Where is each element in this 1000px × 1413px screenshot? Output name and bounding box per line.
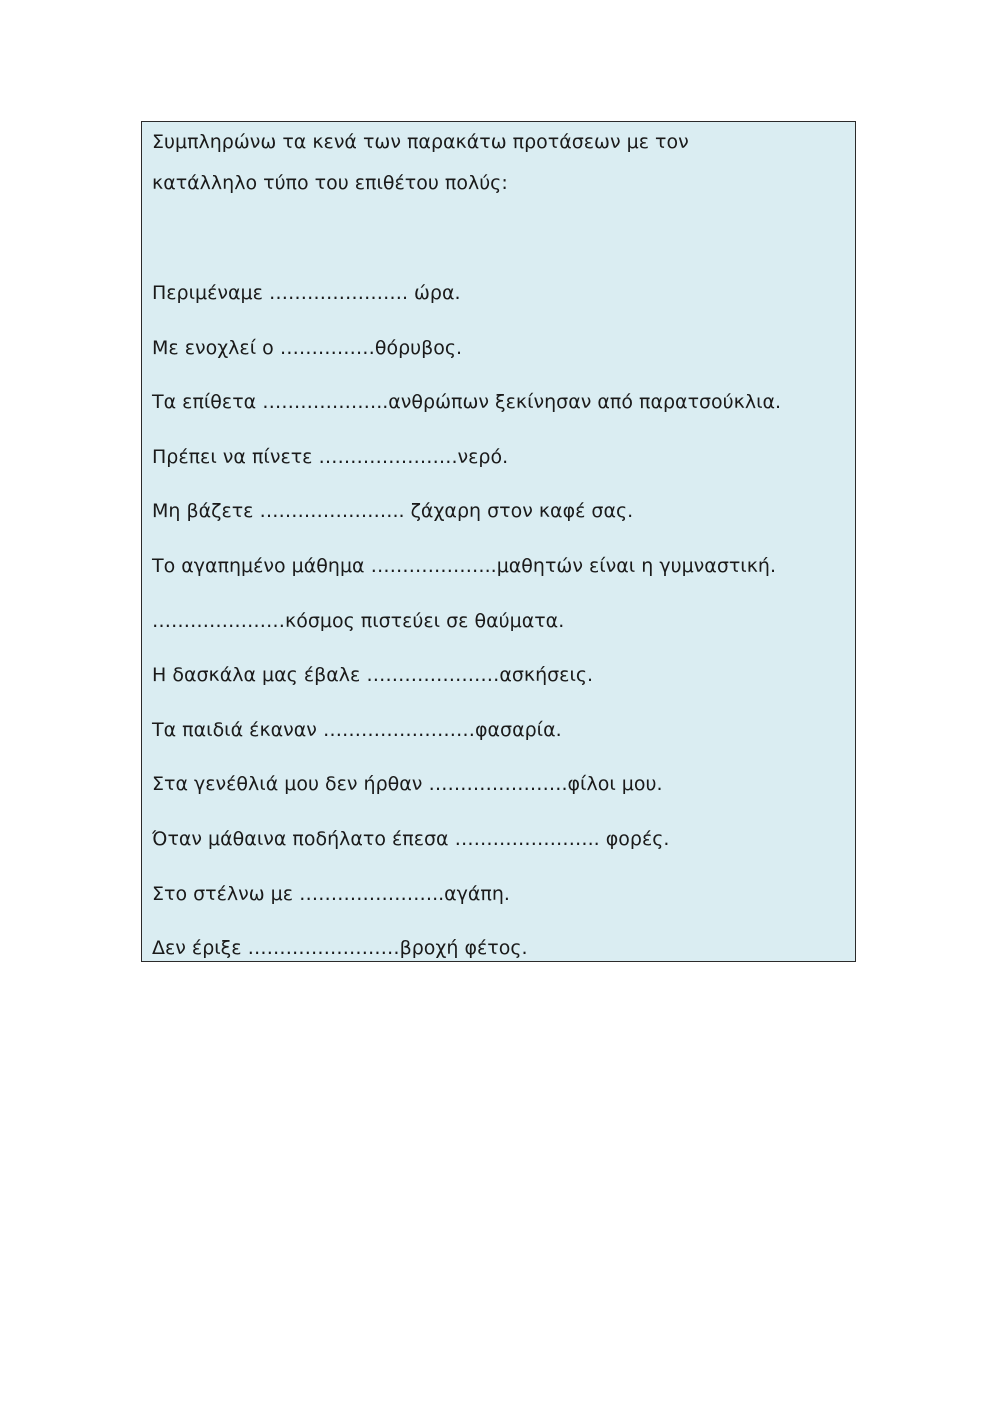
sentence-1: Περιμέναμε …………………. ώρα. [152,282,461,304]
exercise-instruction [152,122,842,204]
sentence-2: Με ενοχλεί ο ……………θόρυβος. [152,336,463,359]
sentence-10: Στα γενέθλιά μου δεν ήρθαν ………………….φίλοι μου. [152,773,663,796]
sentence-11: Όταν μάθαινα ποδήλατο έπεσα ………………….. φορές. [152,827,670,850]
sentence-list [152,266,852,976]
sentence-12: Στο στέλνω με …………………..αγάπη. [152,882,510,905]
instruction-line-1: Συμπληρώνω τα κενά των παρακάτω προτάσεων με τον [152,131,689,153]
sentence-9: Τα παιδιά έκαναν ……………………φασαρία. [152,718,562,741]
sentence-4: Πρέπει να πίνετε ………………….νερό. [152,445,509,468]
sentence-13: Δεν έριξε ……………………βροχή φέτος. [152,937,528,960]
exercise-box [141,121,856,962]
sentence-5: Μη βάζετε ………………….. ζάχαρη στον καφέ σας. [152,500,634,523]
sentence-8: Η δασκάλα μας έβαλε …………………ασκήσεις. [152,664,594,687]
instruction-line-2: κατάλληλο τύπο του επιθέτου πολύς: [152,172,508,194]
sentence-3: Τα επίθετα ………………..ανθρώπων ξεκίνησαν από παρατσούκλια. [152,391,782,414]
sentence-7: …………………κόσμος πιστεύει σε θαύματα. [152,609,565,632]
sentence-6: Το αγαπημένο μάθημα ………………..μαθητών είναι η γυμναστική. [152,554,777,577]
